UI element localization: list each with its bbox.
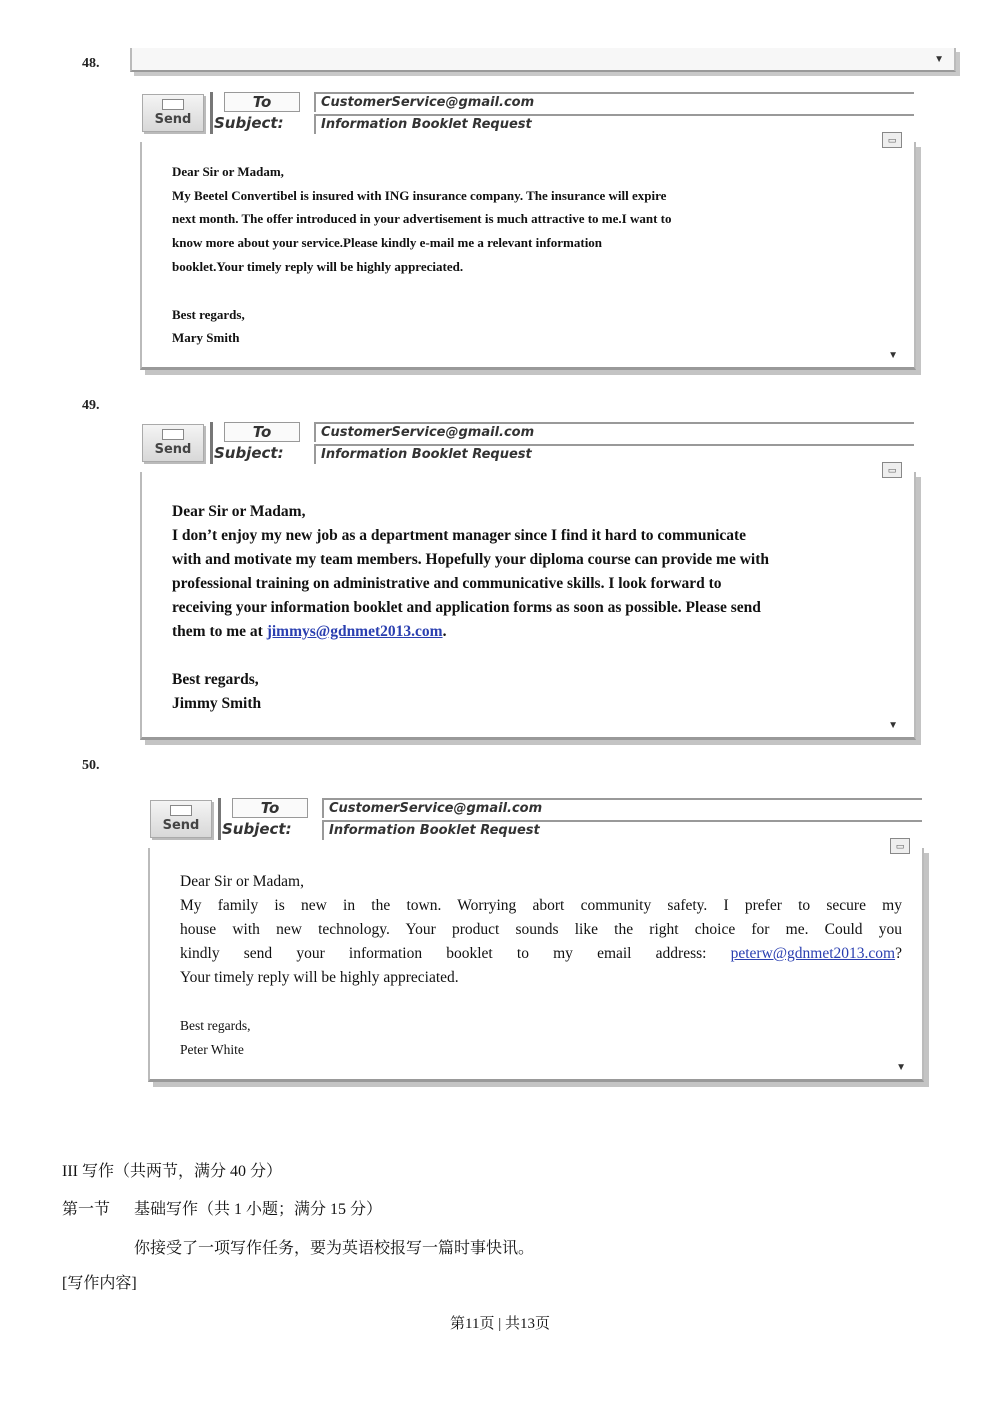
- email-header: [132, 418, 922, 466]
- question-number-50: 50.: [82, 758, 100, 773]
- email-line: professional training on administrative and communicative skills. I look forward to: [172, 575, 722, 592]
- email-line: receiving your information booklet and application forms as soon as possible. Please send: [172, 599, 761, 616]
- part-title: III 写作（共两节，满分 40 分）: [62, 1163, 282, 1180]
- to-field[interactable]: CustomerService@gmail.com: [314, 92, 914, 112]
- email-line: My family is new in the town. Worrying abort community safety. I prefer to secure my: [180, 897, 902, 914]
- email-signature: Mary Smith: [172, 330, 240, 346]
- email-body[interactable]: [140, 465, 916, 740]
- scroll-down-arrow-icon: ▼: [934, 54, 944, 65]
- email-window-50: [140, 794, 930, 1082]
- section-title: 第一节 基础写作（共 1 小题；满分 15 分）: [62, 1201, 383, 1218]
- email-header: [140, 794, 930, 842]
- question-number-49: 49.: [82, 398, 100, 413]
- subject-label: Subject:: [214, 444, 284, 462]
- email-header: [132, 88, 922, 136]
- email-address-link[interactable]: peterw@gdnmet2013.com: [730, 945, 896, 962]
- envelope-icon: [162, 429, 184, 440]
- email-line: them to me at jimmys@gdnmet2013.com.: [172, 623, 447, 640]
- email-signature: Peter White: [180, 1042, 244, 1057]
- to-field[interactable]: CustomerService@gmail.com: [314, 422, 914, 442]
- send-button[interactable]: Send: [142, 94, 204, 132]
- subject-field[interactable]: Information Booklet Request: [322, 820, 922, 840]
- send-button[interactable]: Send: [142, 424, 204, 462]
- subject-field[interactable]: Information Booklet Request: [314, 444, 914, 464]
- email-address-link[interactable]: jimmys@gdnmet2013.com: [266, 623, 443, 640]
- email-line: I don’t enjoy my new job as a department manager since I find it hard to communicate: [172, 527, 747, 544]
- task-text: 你接受了一项写作任务，要为英语校报写一篇时事快讯。: [134, 1240, 535, 1257]
- email-signature: Jimmy Smith: [172, 695, 262, 712]
- scroll-down-arrow-icon[interactable]: ▼: [896, 1062, 906, 1073]
- envelope-icon: [170, 805, 192, 816]
- email-line: next month. The offer introduced in your advertisement is much attractive to me.I want to: [172, 211, 672, 227]
- email-line: Your timely reply will be highly appreciated.: [180, 969, 459, 986]
- page-footer: 第11页 | 共13页: [450, 1316, 550, 1332]
- email-line: booklet.Your timely reply will be highly appreciated.: [172, 258, 464, 274]
- attachment-icon[interactable]: ▭: [882, 462, 902, 478]
- email-body[interactable]: [140, 135, 916, 370]
- to-button[interactable]: To: [224, 422, 300, 442]
- email-closing: Best regards,: [172, 671, 259, 688]
- email-line: house with new technology. Your product sounds like the right choice for me. Could you: [180, 921, 902, 938]
- email-line: with and motivate my team members. Hopefully your diploma course can provide me with: [172, 551, 769, 568]
- email-closing: Best regards,: [172, 306, 245, 322]
- envelope-icon: [162, 99, 184, 110]
- to-button[interactable]: To: [224, 92, 300, 112]
- email-greeting: Dear Sir or Madam,: [172, 164, 284, 179]
- previous-email-bottom: [124, 48, 960, 78]
- subject-field[interactable]: Information Booklet Request: [314, 114, 914, 134]
- to-field[interactable]: CustomerService@gmail.com: [322, 798, 922, 818]
- email-line: know more about your service.Please kindly e-mail me a relevant information: [172, 235, 603, 251]
- attachment-icon[interactable]: ▭: [882, 132, 902, 148]
- attachment-icon[interactable]: ▭: [890, 838, 910, 854]
- subject-label: Subject:: [214, 114, 284, 132]
- email-body[interactable]: [148, 841, 924, 1082]
- email-line: kindly send your information booklet to my email address: peterw@gdnmet2013.com?: [180, 945, 902, 962]
- email-greeting: Dear Sir or Madam,: [180, 873, 304, 890]
- email-greeting: Dear Sir or Madam,: [172, 503, 306, 520]
- email-closing: Best regards,: [180, 1018, 251, 1033]
- subject-label: Subject:: [222, 820, 292, 838]
- email-line: My Beetel Convertibel is insured with ING insurance company. The insurance will expire: [172, 187, 667, 203]
- scroll-down-arrow-icon[interactable]: ▼: [888, 350, 898, 361]
- scroll-down-arrow-icon[interactable]: ▼: [888, 720, 898, 731]
- email-window-48: [132, 88, 922, 370]
- question-number-48: 48.: [82, 56, 100, 71]
- email-window-49: [132, 418, 922, 740]
- content-label: [写作内容]: [62, 1275, 137, 1292]
- send-button[interactable]: Send: [150, 800, 212, 838]
- to-button[interactable]: To: [232, 798, 308, 818]
